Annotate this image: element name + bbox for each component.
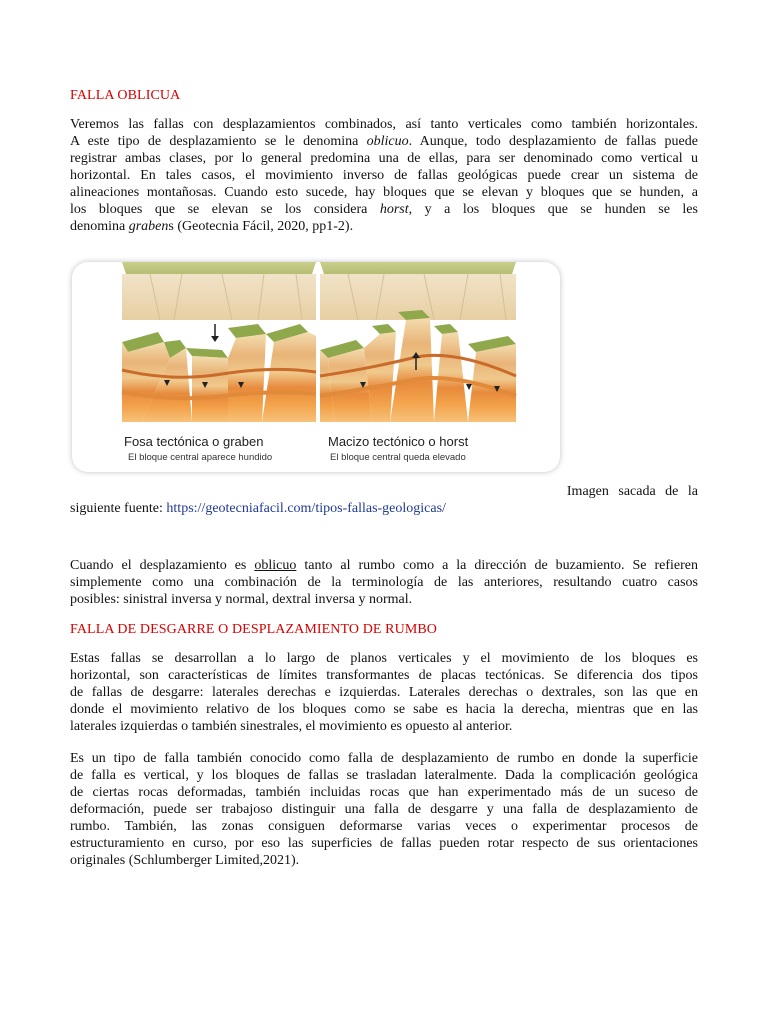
italic-term: oblicuo: [366, 134, 409, 149]
heading-falla-desgarre: FALLA DE DESGARRE O DESPLAZAMIENTO DE RUMBO: [70, 622, 438, 637]
text-line: de fallas de desgarre: laterales derechas e izquierdas. Laterales derechas o dextrales, son las que en: [70, 685, 698, 700]
paragraph-falla-oblicua: [70, 116, 698, 235]
text-line: simplemente como una combinación de la terminología de las anteriores, resultando cuatro casos: [70, 575, 698, 590]
text-line: Veremos las fallas con desplazamientos combinados, así tanto verticales como también horizontales.: [70, 117, 698, 132]
underlined-term: oblicuo: [254, 558, 297, 573]
text-line: rumbo. También, las zonas consiguen deformarse varias veces o experimentar procesos de: [70, 819, 698, 834]
text-line: originales (Schlumberger Limited,2021).: [70, 853, 300, 868]
graben-block: [122, 262, 316, 422]
caption-graben-subtitle: El bloque central aparece hundido: [128, 452, 273, 463]
text-line: A este tipo de desplazamiento se le denomina oblicuo. Aunque, todo desplazamiento de fallas puede: [70, 134, 698, 149]
image-source-line2: [70, 500, 698, 517]
source-link[interactable]: https://geotecniafacil.com/tipos-fallas-geologicas/: [166, 501, 446, 516]
italic-term: graben: [128, 219, 169, 234]
text-line: posibles: sinistral inversa y normal, dextral inversa y normal.: [70, 592, 413, 607]
image-source-line1: [70, 483, 698, 500]
paragraph-oblicuo: [70, 557, 698, 608]
caption-horst-title: Macizo tectónico o horst: [328, 434, 469, 449]
caption-horst-subtitle: El bloque central queda elevado: [330, 452, 466, 463]
text-line: Es un tipo de falla también conocido como falla de desplazamiento de rumbo en donde la superficie: [70, 751, 698, 766]
text-line: Estas fallas se desarrollan a lo largo de planos verticales y el movimiento de los bloques es: [70, 651, 698, 666]
fault-illustration: [72, 262, 560, 472]
graben-top-surface: [122, 262, 316, 274]
text-line: horizontal. En tales casos, el movimiento inverso de fallas geológicas puede crear un sistema de: [70, 168, 698, 183]
horst-top-surface: [320, 262, 516, 274]
text-line: los bloques que se elevan se los considera horst, y a los bloques que se hunden se les: [70, 202, 698, 217]
text-line: horizontal, son características de límites transformantes de placas tectónicas. Se diferencia dos tipos: [70, 668, 698, 683]
text-line: donde el movimiento relativo de los bloques como se sabe es hacia la derecha, mientras que en las: [70, 702, 698, 717]
text-line: de falla es vertical, y los bloques de fallas se trasladan lateralmente. Dada la complicación geológica: [70, 768, 698, 783]
heading-falla-oblicua: FALLA OBLICUA: [70, 88, 181, 103]
text-line: laterales izquierdas o también sinestrales, el movimiento es opuesto al anterior.: [70, 719, 513, 734]
italic-term: horst: [379, 202, 409, 217]
paragraph-desgarre-1: [70, 650, 698, 735]
text-line: registrar ambas clases, por lo general predomina una de ellas, para ser denominado como vertical u: [70, 151, 698, 166]
text-line: deformación, puede ser trabajoso distinguir una falla de desgarre y una falla de desplazamiento de: [70, 802, 698, 817]
paragraph-desgarre-2: [70, 750, 698, 869]
text-line: estructuramiento en curso, por eso las superficies de fallas pueden rotar respecto de sus orientaciones: [70, 836, 698, 851]
source-prefix: siguiente fuente:: [70, 501, 167, 516]
text-line: alineaciones montañosas. Cuando esto sucede, hay bloques que se elevan y bloques que se hunden, a: [70, 185, 698, 200]
text-line: denomina grabens (Geotecnia Fácil, 2020, pp1-2).: [70, 219, 354, 234]
horst-block: [320, 262, 516, 422]
text-line: de ciertas rocas deformadas, también incluidas rocas que han experimentado más de un suceso de: [70, 785, 698, 800]
source-text: Imagen sacada de la: [566, 484, 698, 499]
text-line: Cuando el desplazamiento es oblicuo tanto al rumbo como a la dirección de buzamiento. Se refieren: [70, 558, 698, 573]
caption-graben-title: Fosa tectónica o graben: [124, 434, 264, 449]
